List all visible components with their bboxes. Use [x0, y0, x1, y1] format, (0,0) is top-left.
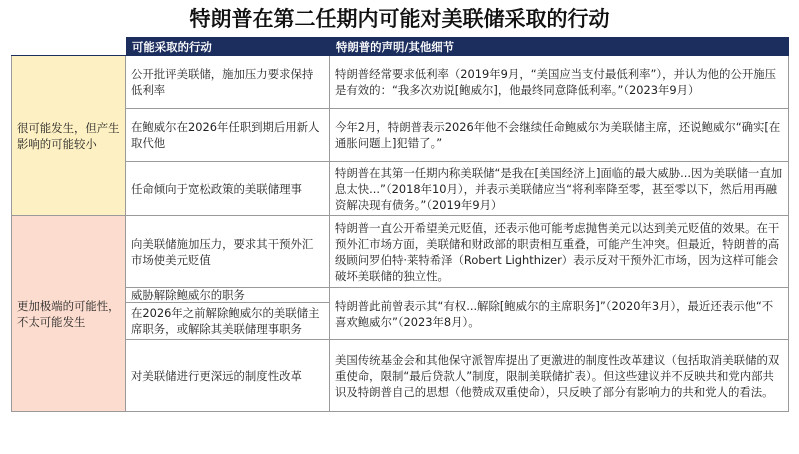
action-cell: 在2026年之前解除鲍威尔的美联储主席职务，或解除其美联储理事职务	[126, 303, 330, 340]
table-row	[12, 288, 789, 303]
header-statement: 特朗普的声明/其他细节	[330, 38, 789, 56]
category-extreme: 更加极端的可能性，不太可能发生	[12, 216, 126, 412]
table-row	[12, 340, 789, 412]
table-row	[12, 162, 789, 216]
table-row	[12, 109, 789, 162]
table-row	[12, 216, 789, 288]
action-cell: 威胁解除鲍威尔的职务	[126, 288, 330, 303]
page-title: 特朗普在第二任期内可能对美联储采取的行动	[189, 6, 610, 31]
action-cell: 对美联储进行更深远的制度性改革	[126, 340, 330, 412]
action-cell: 向美联储施加压力，要求其干预外汇市场使美元贬值	[126, 216, 330, 288]
category-likely: 很可能发生，但产生影响的可能较小	[12, 56, 126, 216]
action-cell: 在鲍威尔在2026年任职到期后用新人取代他	[126, 109, 330, 162]
action-cell: 公开批评美联储，施加压力要求保持低利率	[126, 56, 330, 109]
statement-cell: 今年2月，特朗普表示2026年他不会继续任命鲍威尔为美联储主席，还说鲍威尔“确实[在通胀问题上]犯错了。”	[330, 109, 789, 162]
statement-cell: 特朗普一直公开希望美元贬值，还表示他可能考虑抛售美元以达到美元贬值的效果。在干预外汇市场方面，美联储和财政部的职责相互重叠，可能产生冲突。但最近，特朗普的高级顾问罗伯特·莱特希泽（Robert Lighthizer）表示反对干预外汇市场，因为这样可能会破坏美联储的独立性。	[330, 216, 789, 288]
statement-cell: 特朗普此前曾表示其“有权...解除[鲍威尔的主席职务]”（2020年3月），最近还表示他“不喜欢鲍威尔”（2023年8月）。	[330, 288, 789, 340]
statement-cell: 美国传统基金会和其他保守派智库提出了更激进的制度性改革建议（包括取消美联储的双重使命，限制“最后贷款人”制度，限制美联储扩表）。但这些建议并不反映共和党内部共识及特朗普自己的思想（他赞成双重使命），只反映了部分有影响力的共和党人的看法。	[330, 340, 789, 412]
statement-cell: 特朗普在其第一任期内称美联储“是我在[美国经济上]面临的最大威胁...因为美联储一直加息太快...”（2018年10月），并表示美联储应当“将利率降至零，甚至零以下，然后用再融资解决现有债务。”（2019年9月）	[330, 162, 789, 216]
action-cell: 任命倾向于宽松政策的美联储理事	[126, 162, 330, 216]
table-row	[12, 56, 789, 109]
header-action: 可能采取的行动	[126, 38, 330, 56]
header-blank-cell	[12, 38, 126, 56]
statement-cell: 特朗普经常要求低利率（2019年9月，“美国应当支付最低利率”），并认为他的公开施压是有效的：“我多次劝说[鲍威尔]，他最终同意降低利率。”（2023年9月）	[330, 56, 789, 109]
table-header-row	[12, 38, 789, 56]
actions-table	[11, 37, 789, 412]
